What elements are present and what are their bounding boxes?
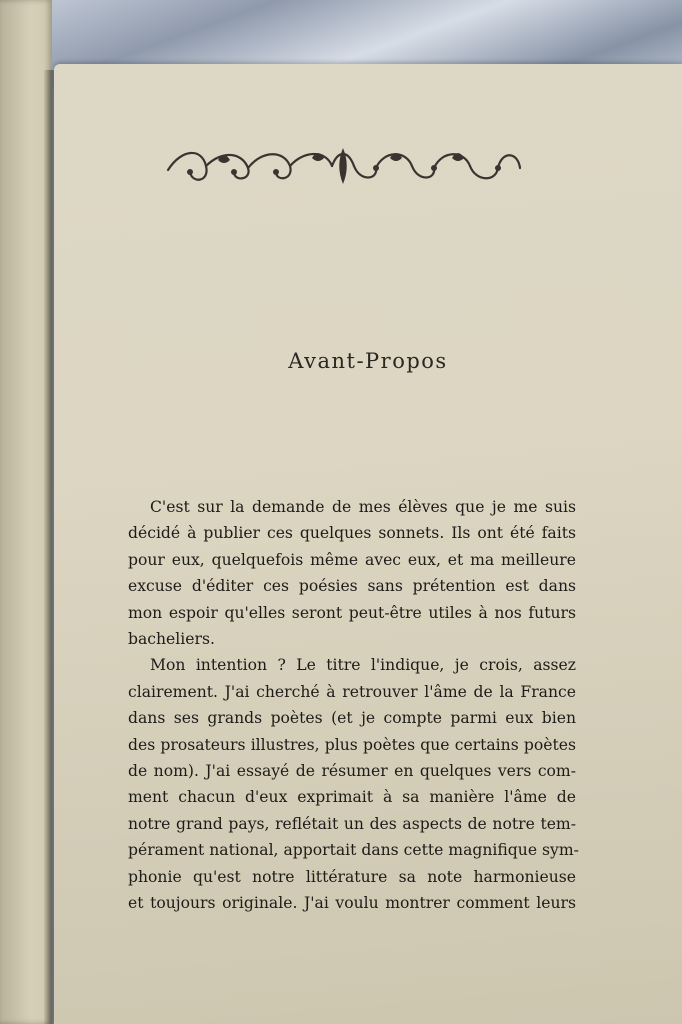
text-line: excuse d'éditer ces poésies sans prétention est dans xyxy=(128,577,576,596)
text-line: bacheliers. xyxy=(128,630,215,649)
text-line: des prosateurs illustres, plus poètes que certains poètes xyxy=(128,735,576,754)
floral-vine-ornament-icon xyxy=(162,142,524,188)
text-line: et toujours originale. J'ai voulu montrer comment leurs xyxy=(128,894,576,913)
paragraph-2 xyxy=(128,652,579,916)
text-line: pour eux, quelquefois même avec eux, et ma meilleure xyxy=(128,550,576,569)
text-line: pérament national, apportait dans cette magnifique sym- xyxy=(128,841,579,860)
text-line: clairement. J'ai cherché à retrouver l'âme de la France xyxy=(128,682,576,701)
book-page xyxy=(54,64,682,1024)
text-line: Mon intention ? Le titre l'indique, je crois, assez xyxy=(150,656,576,675)
text-line: dans ses grands poètes (et je compte parmi eux bien xyxy=(128,709,576,728)
text-line: de nom). J'ai essayé de résumer en quelques vers com- xyxy=(128,762,576,781)
text-line: C'est sur la demande de mes élèves que je me suis xyxy=(150,498,576,516)
body-text xyxy=(128,494,579,917)
text-line: ment chacun d'eux exprimait à sa manière l'âme de xyxy=(128,788,576,807)
chapter-title: Avant-Propos xyxy=(288,349,448,373)
text-line: décidé à publier ces quelques sonnets. Ils ont été faits xyxy=(128,524,576,543)
text-line: phonie qu'est notre littérature sa note harmonieuse xyxy=(128,867,576,886)
paragraph-1 xyxy=(128,494,576,652)
text-line: mon espoir qu'elles seront peut-être utiles à nos futurs xyxy=(128,603,576,622)
text-line: notre grand pays, reflétait un des aspects de notre tem- xyxy=(128,814,576,833)
